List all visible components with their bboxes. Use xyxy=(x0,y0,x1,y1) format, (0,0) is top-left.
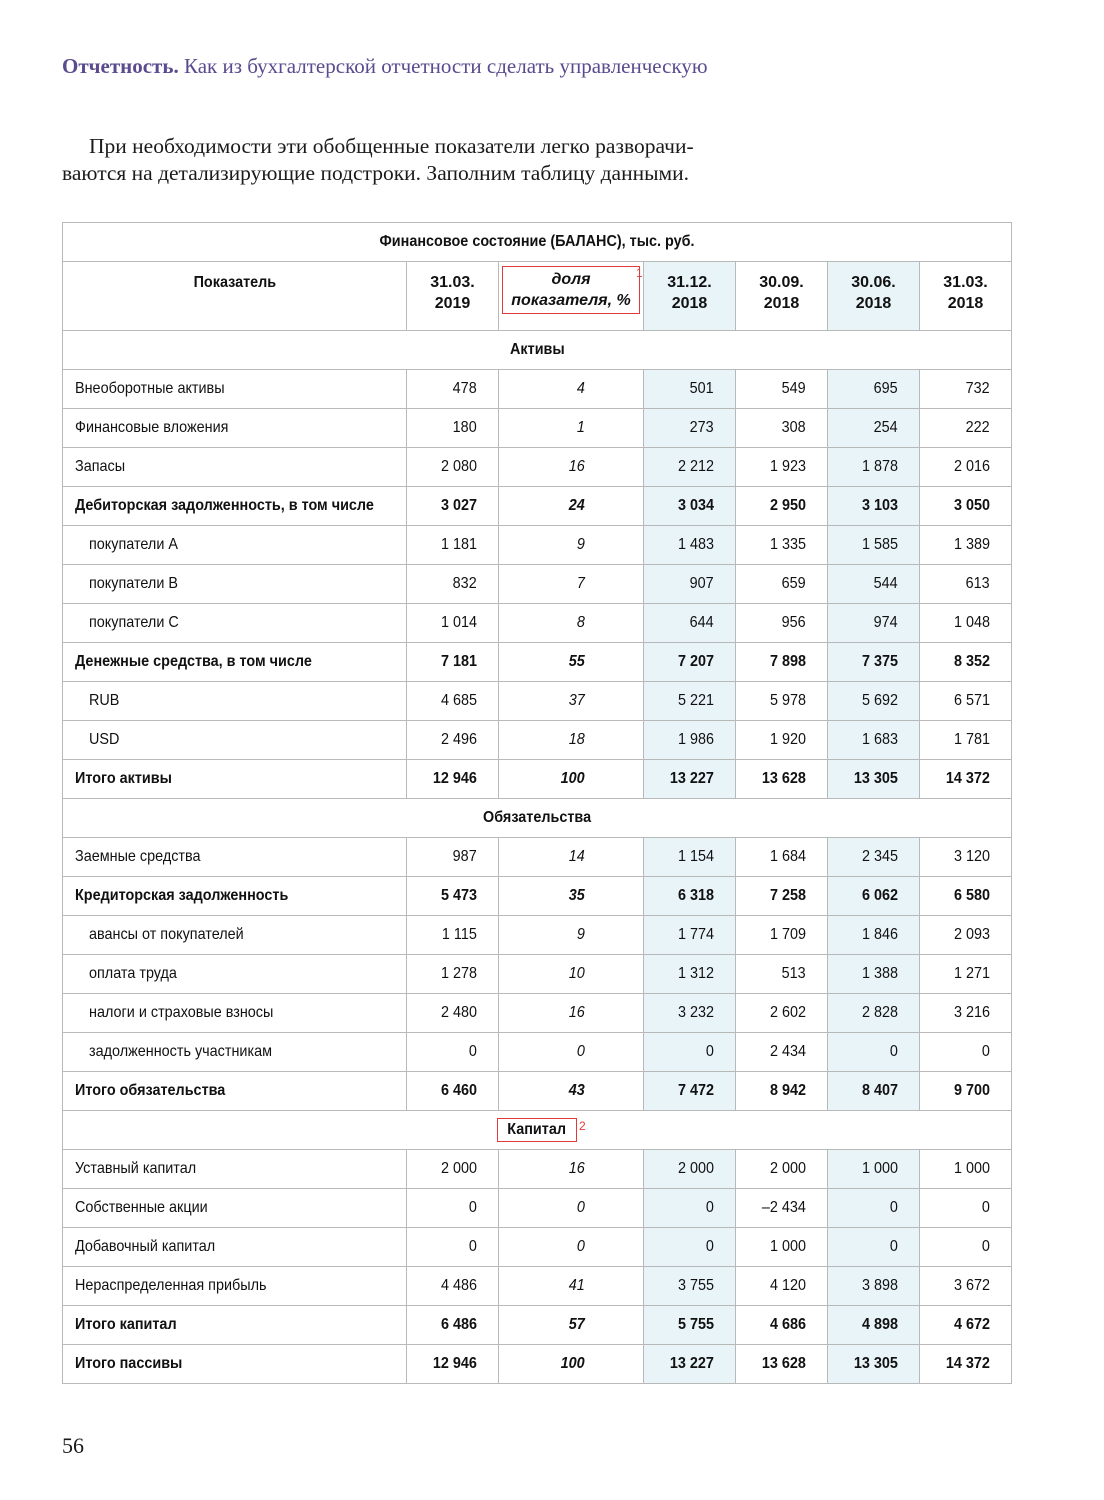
value-2018-06-30: 254 xyxy=(828,409,920,448)
table-row xyxy=(63,370,1012,409)
value-share: 16 xyxy=(499,448,644,487)
row-label: Денежные средства, в том числе xyxy=(63,643,407,682)
value-2019-03-31: 1 278 xyxy=(407,955,499,994)
value-2018-06-30: 1 878 xyxy=(828,448,920,487)
table-row xyxy=(63,916,1012,955)
value-2018-12-31: 7 472 xyxy=(644,1072,736,1111)
value-2019-03-31: 5 473 xyxy=(407,877,499,916)
intro-paragraph xyxy=(62,133,762,187)
value-2018-03-31: 0 xyxy=(920,1228,1012,1267)
value-2018-09-30: –2 434 xyxy=(736,1189,828,1228)
value-2018-09-30: 549 xyxy=(736,370,828,409)
value-2018-12-31: 6 318 xyxy=(644,877,736,916)
value-2019-03-31: 180 xyxy=(407,409,499,448)
table-row xyxy=(63,1228,1012,1267)
value-2018-09-30: 4 120 xyxy=(736,1267,828,1306)
value-share: 35 xyxy=(499,877,644,916)
value-2018-09-30: 7 258 xyxy=(736,877,828,916)
value-share: 43 xyxy=(499,1072,644,1111)
value-2018-06-30: 1 683 xyxy=(828,721,920,760)
value-2018-09-30: 4 686 xyxy=(736,1306,828,1345)
col-header-2018-09-30: 30.09. 2018 xyxy=(736,262,828,331)
value-2018-09-30: 2 434 xyxy=(736,1033,828,1072)
value-share: 24 xyxy=(499,487,644,526)
row-label: задолженность участникам xyxy=(63,1033,407,1072)
value-2018-03-31: 6 580 xyxy=(920,877,1012,916)
col-header-share xyxy=(499,262,644,331)
section-title-liabilities: Обязательства xyxy=(63,799,1012,838)
value-2019-03-31: 4 486 xyxy=(407,1267,499,1306)
value-2018-09-30: 1 920 xyxy=(736,721,828,760)
table-title: Финансовое состояние (БАЛАНС), тыс. руб. xyxy=(63,223,1012,262)
share-header-highlight: доля показателя, % 1 xyxy=(502,266,639,314)
value-share: 0 xyxy=(499,1189,644,1228)
value-2018-06-30: 7 375 xyxy=(828,643,920,682)
value-2018-03-31: 1 781 xyxy=(920,721,1012,760)
col-header-2018-12-31: 31.12. 2018 xyxy=(644,262,736,331)
row-label: Внеоборотные активы xyxy=(63,370,407,409)
value-2019-03-31: 2 080 xyxy=(407,448,499,487)
section-row-liabilities xyxy=(63,799,1012,838)
value-2018-12-31: 273 xyxy=(644,409,736,448)
value-share: 14 xyxy=(499,838,644,877)
value-2018-03-31: 1 271 xyxy=(920,955,1012,994)
intro-line-1: При необходимости эти обобщенные показатели легко разворачи- xyxy=(89,134,694,158)
value-2018-03-31: 2 093 xyxy=(920,916,1012,955)
value-share: 41 xyxy=(499,1267,644,1306)
value-2019-03-31: 12 946 xyxy=(407,1345,499,1384)
col-header-2018-03-31: 31.03. 2018 xyxy=(920,262,1012,331)
row-label: Итого активы xyxy=(63,760,407,799)
value-2019-03-31: 832 xyxy=(407,565,499,604)
value-2018-09-30: 1 684 xyxy=(736,838,828,877)
value-2018-12-31: 5 755 xyxy=(644,1306,736,1345)
value-share: 8 xyxy=(499,604,644,643)
value-2018-12-31: 0 xyxy=(644,1228,736,1267)
share-footnote-mark: 1 xyxy=(636,266,643,280)
value-2018-03-31: 4 672 xyxy=(920,1306,1012,1345)
row-label: Добавочный капитал xyxy=(63,1228,407,1267)
value-2018-09-30: 2 602 xyxy=(736,994,828,1033)
value-2018-12-31: 2 212 xyxy=(644,448,736,487)
value-2018-12-31: 0 xyxy=(644,1033,736,1072)
value-2018-09-30: 8 942 xyxy=(736,1072,828,1111)
value-2019-03-31: 987 xyxy=(407,838,499,877)
value-2018-03-31: 8 352 xyxy=(920,643,1012,682)
row-label: Итого обязательства xyxy=(63,1072,407,1111)
value-share: 4 xyxy=(499,370,644,409)
value-2018-09-30: 5 978 xyxy=(736,682,828,721)
capital-highlight: Капитал 2 xyxy=(497,1118,576,1142)
value-share: 7 xyxy=(499,565,644,604)
table-row xyxy=(63,1345,1012,1384)
value-2018-03-31: 3 120 xyxy=(920,838,1012,877)
value-2018-06-30: 974 xyxy=(828,604,920,643)
value-2018-03-31: 0 xyxy=(920,1189,1012,1228)
value-2018-03-31: 3 216 xyxy=(920,994,1012,1033)
value-2018-09-30: 513 xyxy=(736,955,828,994)
value-2018-03-31: 3 050 xyxy=(920,487,1012,526)
value-2018-06-30: 5 692 xyxy=(828,682,920,721)
value-2018-12-31: 13 227 xyxy=(644,1345,736,1384)
value-2018-09-30: 308 xyxy=(736,409,828,448)
value-2018-06-30: 2 345 xyxy=(828,838,920,877)
value-2018-12-31: 0 xyxy=(644,1189,736,1228)
value-2018-09-30: 1 709 xyxy=(736,916,828,955)
value-2019-03-31: 6 460 xyxy=(407,1072,499,1111)
value-share: 1 xyxy=(499,409,644,448)
value-2018-09-30: 956 xyxy=(736,604,828,643)
value-2018-09-30: 13 628 xyxy=(736,1345,828,1384)
value-2018-12-31: 3 755 xyxy=(644,1267,736,1306)
table-row xyxy=(63,526,1012,565)
value-2018-12-31: 1 483 xyxy=(644,526,736,565)
row-label: покупатели А xyxy=(63,526,407,565)
table-row xyxy=(63,487,1012,526)
table-row xyxy=(63,760,1012,799)
table-header-row xyxy=(63,262,1012,331)
table-row xyxy=(63,1306,1012,1345)
row-label: Собственные акции xyxy=(63,1189,407,1228)
value-2019-03-31: 6 486 xyxy=(407,1306,499,1345)
value-share: 57 xyxy=(499,1306,644,1345)
table-row xyxy=(63,1150,1012,1189)
value-share: 16 xyxy=(499,1150,644,1189)
running-header xyxy=(62,54,708,79)
value-share: 100 xyxy=(499,1345,644,1384)
row-label: авансы от покупателей xyxy=(63,916,407,955)
value-2019-03-31: 12 946 xyxy=(407,760,499,799)
value-2018-06-30: 0 xyxy=(828,1033,920,1072)
page-number: 56 xyxy=(62,1433,84,1458)
value-2019-03-31: 0 xyxy=(407,1189,499,1228)
row-label: Финансовые вложения xyxy=(63,409,407,448)
table-row xyxy=(63,877,1012,916)
value-2018-12-31: 13 227 xyxy=(644,760,736,799)
value-share: 16 xyxy=(499,994,644,1033)
value-2018-06-30: 3 103 xyxy=(828,487,920,526)
value-2018-03-31: 6 571 xyxy=(920,682,1012,721)
value-2019-03-31: 1 014 xyxy=(407,604,499,643)
value-share: 9 xyxy=(499,916,644,955)
value-2018-03-31: 3 672 xyxy=(920,1267,1012,1306)
value-2018-12-31: 501 xyxy=(644,370,736,409)
value-share: 10 xyxy=(499,955,644,994)
row-label: Кредиторская задолженность xyxy=(63,877,407,916)
value-2018-12-31: 3 034 xyxy=(644,487,736,526)
table-row xyxy=(63,1267,1012,1306)
col-header-2019-03-31: 31.03. 2019 xyxy=(407,262,499,331)
table-row xyxy=(63,721,1012,760)
row-label: Заемные средства xyxy=(63,838,407,877)
row-label: налоги и страховые взносы xyxy=(63,994,407,1033)
table-row xyxy=(63,1033,1012,1072)
row-label: USD xyxy=(63,721,407,760)
row-label: Итого пассивы xyxy=(63,1345,407,1384)
table-row xyxy=(63,643,1012,682)
table-row xyxy=(63,409,1012,448)
value-2018-12-31: 644 xyxy=(644,604,736,643)
value-2018-06-30: 13 305 xyxy=(828,760,920,799)
section-row-assets xyxy=(63,331,1012,370)
intro-line-2: ваются на детализирующие подстроки. Заполним таблицу данными. xyxy=(62,161,690,185)
value-2018-06-30: 2 828 xyxy=(828,994,920,1033)
table-row xyxy=(63,565,1012,604)
section-title-capital xyxy=(63,1111,1012,1150)
col-header-indicator: Показатель xyxy=(63,262,407,331)
row-label: Уставный капитал xyxy=(63,1150,407,1189)
table-row xyxy=(63,682,1012,721)
value-2018-06-30: 0 xyxy=(828,1189,920,1228)
value-2018-09-30: 2 000 xyxy=(736,1150,828,1189)
value-2018-06-30: 0 xyxy=(828,1228,920,1267)
value-2018-03-31: 613 xyxy=(920,565,1012,604)
value-2018-09-30: 2 950 xyxy=(736,487,828,526)
table-title-row xyxy=(63,223,1012,262)
value-2018-06-30: 1 000 xyxy=(828,1150,920,1189)
value-share: 37 xyxy=(499,682,644,721)
table-row xyxy=(63,604,1012,643)
value-2018-03-31: 9 700 xyxy=(920,1072,1012,1111)
value-2018-12-31: 3 232 xyxy=(644,994,736,1033)
value-share: 0 xyxy=(499,1228,644,1267)
value-2018-06-30: 695 xyxy=(828,370,920,409)
value-2018-06-30: 13 305 xyxy=(828,1345,920,1384)
value-share: 55 xyxy=(499,643,644,682)
row-label: RUB xyxy=(63,682,407,721)
row-label: покупатели В xyxy=(63,565,407,604)
table-row xyxy=(63,994,1012,1033)
value-2018-12-31: 5 221 xyxy=(644,682,736,721)
row-label: Запасы xyxy=(63,448,407,487)
value-2018-06-30: 1 846 xyxy=(828,916,920,955)
value-2018-12-31: 1 986 xyxy=(644,721,736,760)
value-2018-09-30: 1 923 xyxy=(736,448,828,487)
table-row xyxy=(63,955,1012,994)
value-share: 18 xyxy=(499,721,644,760)
value-2018-12-31: 1 312 xyxy=(644,955,736,994)
value-2018-12-31: 1 154 xyxy=(644,838,736,877)
value-2018-12-31: 7 207 xyxy=(644,643,736,682)
section-row-capital xyxy=(63,1111,1012,1150)
row-label: Нераспределенная прибыль xyxy=(63,1267,407,1306)
value-2019-03-31: 2 496 xyxy=(407,721,499,760)
value-2019-03-31: 1 115 xyxy=(407,916,499,955)
table-row xyxy=(63,448,1012,487)
table-row xyxy=(63,838,1012,877)
value-2018-03-31: 0 xyxy=(920,1033,1012,1072)
row-label: Итого капитал xyxy=(63,1306,407,1345)
section-title-assets: Активы xyxy=(63,331,1012,370)
value-2019-03-31: 3 027 xyxy=(407,487,499,526)
value-share: 100 xyxy=(499,760,644,799)
value-2018-03-31: 732 xyxy=(920,370,1012,409)
value-2019-03-31: 2 000 xyxy=(407,1150,499,1189)
value-2018-06-30: 1 585 xyxy=(828,526,920,565)
value-2018-09-30: 1 000 xyxy=(736,1228,828,1267)
value-2018-06-30: 544 xyxy=(828,565,920,604)
value-2019-03-31: 4 685 xyxy=(407,682,499,721)
value-2019-03-31: 1 181 xyxy=(407,526,499,565)
value-2018-09-30: 659 xyxy=(736,565,828,604)
value-2018-09-30: 13 628 xyxy=(736,760,828,799)
value-2018-12-31: 907 xyxy=(644,565,736,604)
value-2018-12-31: 2 000 xyxy=(644,1150,736,1189)
row-label: Дебиторская задолженность, в том числе xyxy=(63,487,407,526)
balance-table xyxy=(62,222,1012,1384)
value-2018-09-30: 1 335 xyxy=(736,526,828,565)
value-2018-06-30: 1 388 xyxy=(828,955,920,994)
value-2018-03-31: 14 372 xyxy=(920,1345,1012,1384)
row-label: оплата труда xyxy=(63,955,407,994)
value-2018-06-30: 8 407 xyxy=(828,1072,920,1111)
value-2018-06-30: 4 898 xyxy=(828,1306,920,1345)
value-2018-09-30: 7 898 xyxy=(736,643,828,682)
row-label: покупатели С xyxy=(63,604,407,643)
value-2018-03-31: 1 000 xyxy=(920,1150,1012,1189)
value-2018-03-31: 14 372 xyxy=(920,760,1012,799)
header-section: Отчетность. xyxy=(62,54,179,78)
value-2018-03-31: 2 016 xyxy=(920,448,1012,487)
table-row xyxy=(63,1189,1012,1228)
value-2019-03-31: 478 xyxy=(407,370,499,409)
value-2018-06-30: 3 898 xyxy=(828,1267,920,1306)
value-2018-12-31: 1 774 xyxy=(644,916,736,955)
value-2019-03-31: 0 xyxy=(407,1033,499,1072)
value-share: 9 xyxy=(499,526,644,565)
value-2018-06-30: 6 062 xyxy=(828,877,920,916)
value-2019-03-31: 0 xyxy=(407,1228,499,1267)
header-title: Как из бухгалтерской отчетности сделать управленческую xyxy=(183,54,708,78)
value-2018-03-31: 1 389 xyxy=(920,526,1012,565)
capital-footnote-mark: 2 xyxy=(578,1119,586,1133)
value-2019-03-31: 7 181 xyxy=(407,643,499,682)
value-2018-03-31: 1 048 xyxy=(920,604,1012,643)
value-2019-03-31: 2 480 xyxy=(407,994,499,1033)
value-share: 0 xyxy=(499,1033,644,1072)
value-2018-03-31: 222 xyxy=(920,409,1012,448)
col-header-2018-06-30: 30.06. 2018 xyxy=(828,262,920,331)
table-row xyxy=(63,1072,1012,1111)
